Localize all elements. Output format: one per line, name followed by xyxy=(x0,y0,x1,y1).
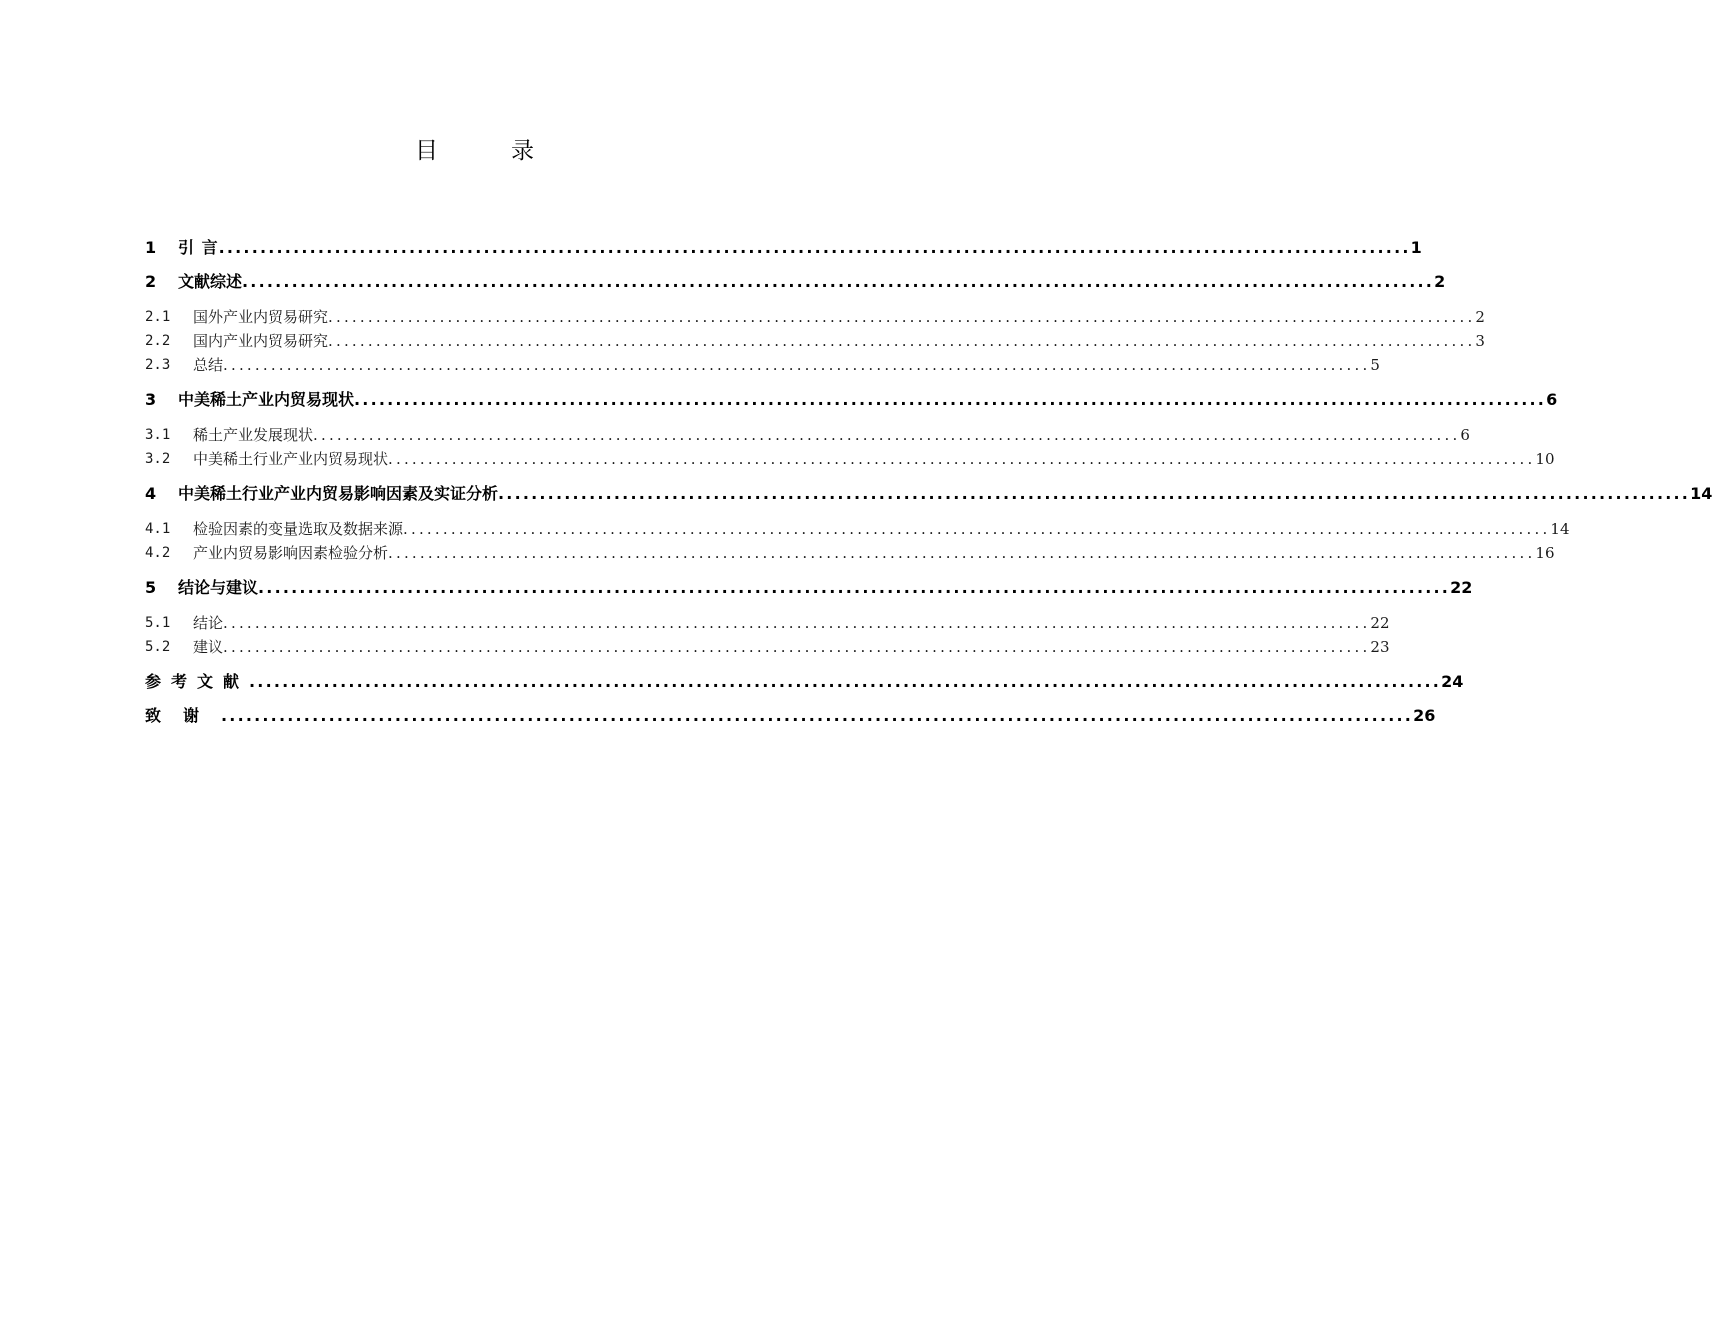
toc-entry-page: 16 xyxy=(1535,544,1555,562)
toc-entry-acknowledgements[interactable] xyxy=(145,704,1436,728)
toc-leader-dots: ................................................................................................................................................ xyxy=(403,520,1551,538)
toc-entry-label: 检验因素的变量选取及数据来源 xyxy=(193,520,404,538)
toc-entry-3-2[interactable] xyxy=(145,447,1555,471)
toc-entry-number: 5.1 xyxy=(145,615,171,631)
toc-leader-dots: ................................................................................................................................................ xyxy=(388,450,1536,468)
toc-entry-page: 10 xyxy=(1535,450,1555,468)
toc-entry-page: 6 xyxy=(1546,390,1558,409)
toc-leader-dots: ................................................................................................................................................ xyxy=(328,332,1476,350)
toc-entry-page: 22 xyxy=(1450,578,1473,597)
toc-entry-label: 国内产业内贸易研究 xyxy=(193,332,329,350)
toc-entry-page: 2 xyxy=(1475,308,1485,326)
toc-entry-page: 14 xyxy=(1550,520,1570,538)
toc-entry-number: 3.2 xyxy=(145,451,171,467)
toc-entry-label: 国外产业内贸易研究 xyxy=(193,308,329,326)
toc-entry-page: 1 xyxy=(1410,238,1422,257)
toc-entry-page: 22 xyxy=(1370,614,1390,632)
toc-entry-label: 产业内贸易影响因素检验分析 xyxy=(193,544,389,562)
toc-entry-3[interactable] xyxy=(145,388,1558,412)
toc-entry-label: 结论与建议 xyxy=(178,578,259,597)
toc-entry-references[interactable] xyxy=(145,670,1464,694)
toc-entry-label: 中美稀土行业产业内贸易现状 xyxy=(193,450,389,468)
toc-leader-dots: ................................................................................................................................................ xyxy=(223,356,1371,374)
toc-leader-dots: ................................................................................................................................................ xyxy=(258,578,1451,597)
toc-entry-2-1[interactable] xyxy=(145,305,1485,329)
toc-title-char-1: 目 xyxy=(415,138,438,164)
toc-entry-2-3[interactable] xyxy=(145,353,1380,377)
toc-entry-number: 2 xyxy=(145,272,157,291)
toc-entry-5[interactable] xyxy=(145,576,1473,600)
toc-entry-label: 中美稀土产业内贸易现状 xyxy=(178,390,355,409)
toc-entry-page: 23 xyxy=(1370,638,1390,656)
toc-entry-page: 2 xyxy=(1434,272,1446,291)
toc-leader-dots: ................................................................................................................................................ xyxy=(328,308,1476,326)
toc-entry-2[interactable] xyxy=(145,270,1446,294)
toc-entry-label: 致谢 xyxy=(145,706,222,725)
toc-leader-dots: ................................................................................................................................................ xyxy=(498,484,1691,503)
toc-entry-number: 5.2 xyxy=(145,639,171,655)
toc-entry-label: 引 言 xyxy=(178,238,219,257)
toc-entry-number: 1 xyxy=(145,238,157,257)
toc-entry-number: 4.1 xyxy=(145,521,171,537)
toc-leader-dots: ................................................................................................................................................ xyxy=(388,544,1536,562)
toc-entry-page: 6 xyxy=(1460,426,1470,444)
toc-leader-dots: ................................................................................................................................................ xyxy=(249,672,1442,691)
toc-entry-5-1[interactable] xyxy=(145,611,1390,635)
toc-entry-2-2[interactable] xyxy=(145,329,1485,353)
toc-leader-dots: ................................................................................................................................................ xyxy=(354,390,1547,409)
toc-leader-dots: ................................................................................................................................................ xyxy=(223,614,1371,632)
toc-entry-3-1[interactable] xyxy=(145,423,1470,447)
toc-leader-dots: ................................................................................................................................................ xyxy=(223,638,1371,656)
toc-entry-number: 2.3 xyxy=(145,357,171,373)
toc-entry-label: 建议 xyxy=(193,638,224,656)
toc-leader-dots: ................................................................................................................................................ xyxy=(242,272,1435,291)
toc-entry-number: 5 xyxy=(145,578,157,597)
toc-entry-label: 文献综述 xyxy=(178,272,243,291)
toc-entry-number: 3 xyxy=(145,390,157,409)
toc-entry-page: 24 xyxy=(1441,672,1464,691)
toc-entry-label: 中美稀土行业产业内贸易影响因素及实证分析 xyxy=(178,484,499,503)
toc-entry-number: 2.2 xyxy=(145,333,171,349)
toc-entry-number: 4 xyxy=(145,484,157,503)
toc-leader-dots: ................................................................................................................................................ xyxy=(218,238,1411,257)
toc-entry-page: 3 xyxy=(1475,332,1485,350)
toc-entry-5-2[interactable] xyxy=(145,635,1390,659)
toc-entry-4-1[interactable] xyxy=(145,517,1570,541)
toc-entry-1[interactable] xyxy=(145,236,1422,260)
toc-entry-4-2[interactable] xyxy=(145,541,1555,565)
toc-entry-number: 3.1 xyxy=(145,427,171,443)
toc-entry-label: 总结 xyxy=(193,356,224,374)
toc-leader-dots: ................................................................................................................................................ xyxy=(313,426,1461,444)
toc-entry-label: 结论 xyxy=(193,614,224,632)
toc-entry-label: 稀土产业发展现状 xyxy=(193,426,314,444)
toc-entry-page: 5 xyxy=(1370,356,1380,374)
toc-entry-page: 14 xyxy=(1690,484,1712,503)
toc-entry-number: 2.1 xyxy=(145,309,171,325)
toc-leader-dots: ................................................................................................................................................ xyxy=(221,706,1414,725)
toc-entry-label: 参考文献 xyxy=(145,672,250,691)
toc-entry-page: 26 xyxy=(1413,706,1436,725)
toc-title-char-2: 录 xyxy=(511,138,534,164)
toc-entry-4[interactable] xyxy=(145,482,1712,506)
toc-title xyxy=(0,134,950,168)
toc-entry-number: 4.2 xyxy=(145,545,171,561)
